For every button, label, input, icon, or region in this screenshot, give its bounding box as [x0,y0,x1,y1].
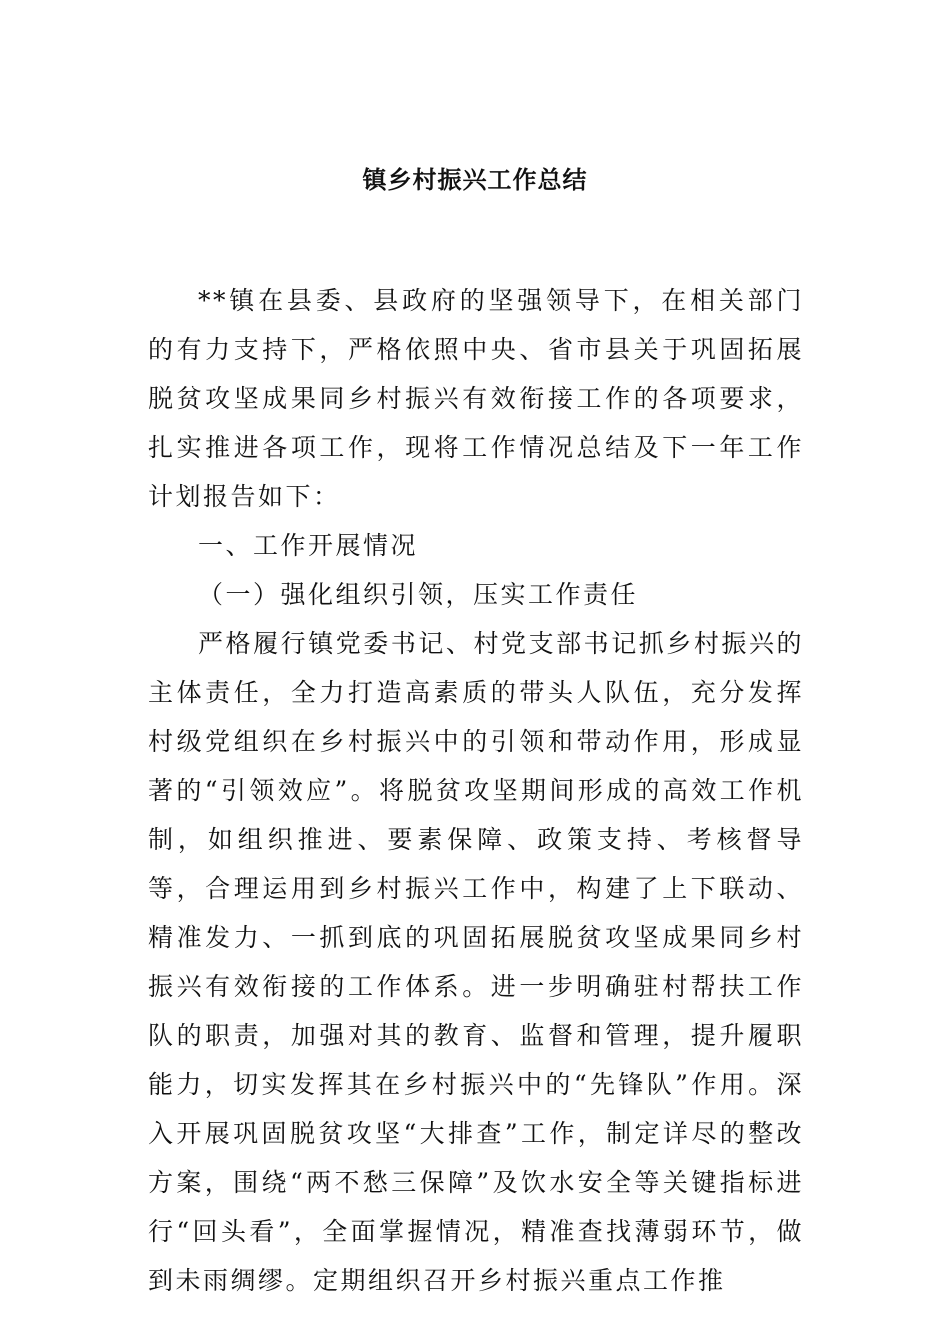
intro-paragraph: **镇在县委、县政府的坚强领导下，在相关部门的有力支持下，严格依照中央、省市县关于巩固拓展脱贫攻坚成果同乡村振兴有效衔接工作的各项要求，扎实推进各项工作，现将工作情况总结及下一年工作计划报告如下： [148,286,804,511]
document-body [148,276,804,1305]
section-heading: 一、工作开展情况 [198,531,419,560]
subsection-heading: （一）强化组织引领，压实工作责任 [198,580,639,609]
body-paragraph: 严格履行镇党委书记、村党支部书记抓乡村振兴的主体责任，全力打造高素质的带头人队伍，充分发挥村级党组织在乡村振兴中的引领和带动作用，形成显著的“引领效应”。将脱贫攻坚期间形成的高效工作机制，如组织推进、要素保障、政策支持、考核督导等，合理运用到乡村振兴工作中，构建了上下联动、精准发力、一抓到底的巩固拓展脱贫攻坚成果同乡村振兴有效衔接的工作体系。进一步明确驻村帮扶工作队的职责，加强对其的教育、监督和管理，提升履职能力，切实发挥其在乡村振兴中的“先锋队”作用。深入开展巩固脱贫攻坚“大排查”工作，制定详尽的整改方案，围绕“两不愁三保障”及饮水安全等关键指标进行“回头看”，全面掌握情况，精准查找薄弱环节，做到未雨绸缪。定期组织召开乡村振兴重点工作推 [148,629,804,1295]
document-title: 镇乡村振兴工作总结 [362,166,588,194]
